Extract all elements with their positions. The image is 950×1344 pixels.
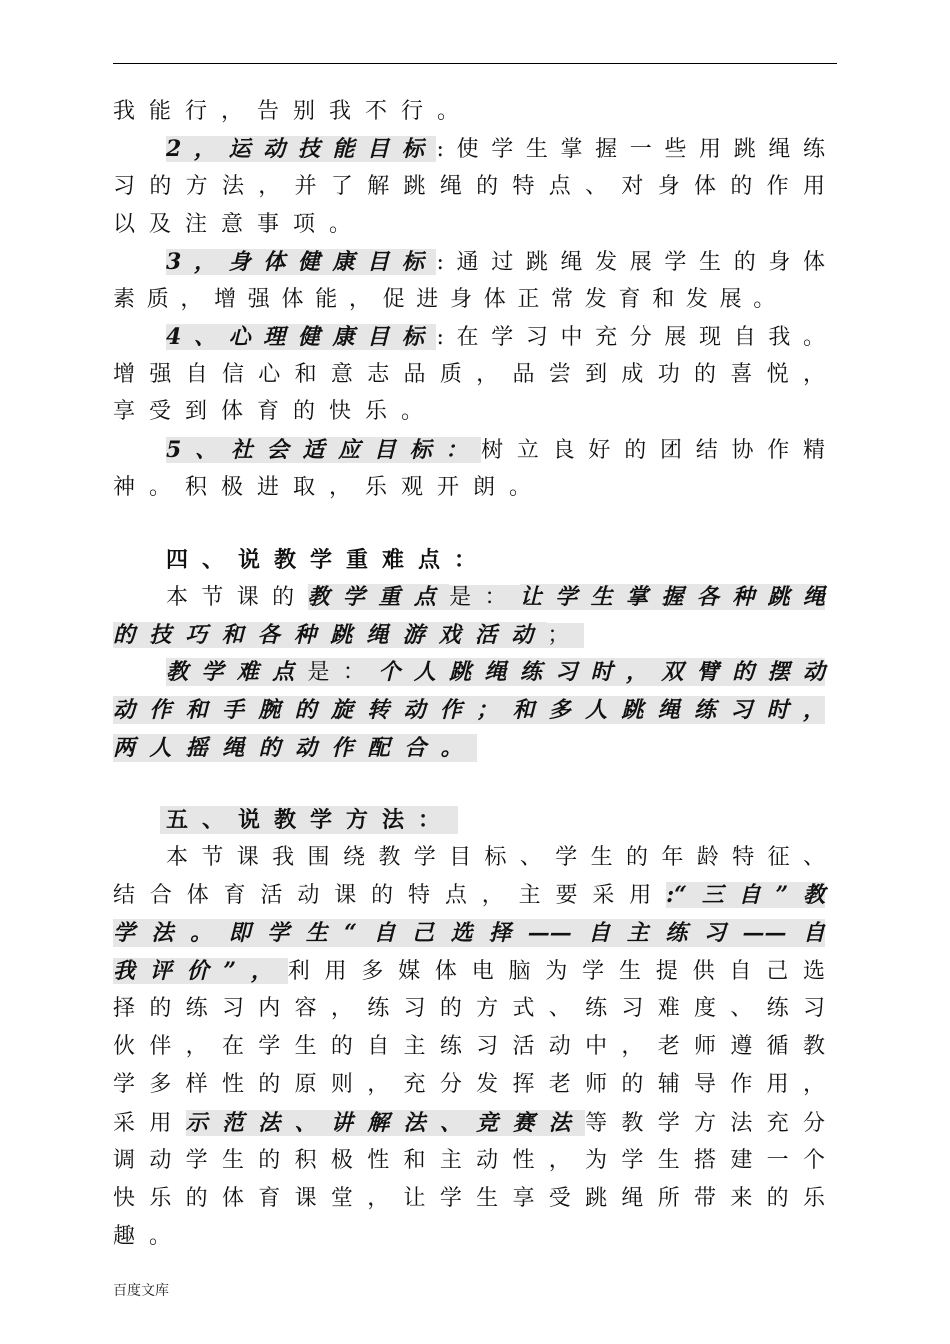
body-line: 享受到体育的快乐。 [113,399,438,424]
goal-mental-line [166,323,825,351]
method-line: 学法。即学生“自己选择——自主练习——自 [113,920,825,946]
method-text: 利用多媒体电脑为学生提供自己选 [287,959,825,984]
body-line: 趣。 [113,1224,186,1249]
body-line: 本节课我围绕教学目标、学生的年龄特征、 [166,845,825,870]
body-line: 伙伴，在学生的自主练习活动中，老师遵循教 [113,1034,825,1059]
key-point-end: ； [547,623,584,648]
goal-social-label: 5、社会适应目标： [166,437,482,463]
body-line: 调动学生的积极性和主动性，为学生搭建一个 [113,1148,825,1173]
method-name: :“三自”教 [666,882,825,908]
key-point-text: 的技巧和各种跳绳游戏活动 [113,622,548,648]
difficulty-line [166,658,825,686]
key-point-intro: 本节课的 [166,585,308,610]
method-name: 我评价”， [113,958,288,984]
difficulty-text: 个人跳绳练习时，双臂的摆动 [378,659,825,685]
key-point-label: 教学重点 [307,584,450,610]
method-list: 示范法、讲解法、竞赛法 [185,1110,586,1136]
goal-health-label: 3，身体健康目标 [166,249,437,275]
body-line: 以及注意事项。 [113,212,366,237]
goal-skill-label: 2，运动技能目标 [166,136,437,162]
method-text: 等教学方法充分 [585,1111,825,1136]
header-rule [113,63,837,64]
body-line: 快乐的体育课堂，让学生享受跳绳所带来的乐 [113,1186,825,1211]
difficulty-line: 动作和手腕的旋转动作；和多人跳绳练习时， [113,697,825,723]
goal-health-text: :通过跳绳发展学生的身体 [436,250,825,275]
difficulty-colon: 是： [307,660,379,685]
goal-skill-line [166,135,825,163]
body-line: 学多样性的原则，充分发挥老师的辅导作用， [113,1072,825,1097]
key-point-text: 让学生掌握各种跳绳 [519,584,825,610]
method-line [113,957,825,985]
body-line: 择的练习内容，练习的方式、练习难度、练习 [113,996,825,1021]
goal-mental-label: 4、心理健康目标 [166,324,437,350]
body-line: 我能行，告别我不行。 [113,99,474,124]
body-line: 增强自信心和意志品质，品尝到成功的喜悦， [113,362,825,387]
body-line: 习的方法，并了解跳绳的特点、对身体的作用 [113,174,825,199]
method-intro: 结合体育活动课的特点，主要采用 [113,883,667,908]
method-line [113,881,825,909]
section-heading-key-points: 四、说教学重难点： [166,547,491,573]
goal-health-line [166,248,825,276]
body-line: 神。积极进取，乐观开朗。 [113,475,546,500]
goal-social-text: 树立良好的团结协作精 [481,438,825,463]
method-line [113,1109,825,1137]
difficulty-label: 教学难点 [166,659,308,685]
key-point-line [166,583,825,611]
key-point-line [113,621,584,649]
goal-mental-text: :在学习中充分展现自我。 [436,325,825,350]
goal-skill-text: :使学生掌握一些用跳绳练 [436,137,825,162]
body-line: 素质，增强体能，促进身体正常发育和发展。 [113,287,788,312]
difficulty-line: 两人摇绳的动作配合。 [113,735,478,761]
method-intro: 采用 [113,1111,186,1136]
key-point-colon: 是： [449,585,520,610]
footer-source: 百度文库 [113,1283,169,1299]
section-heading-methods: 五、说教学方法： [160,806,458,834]
goal-social-line [166,436,825,464]
